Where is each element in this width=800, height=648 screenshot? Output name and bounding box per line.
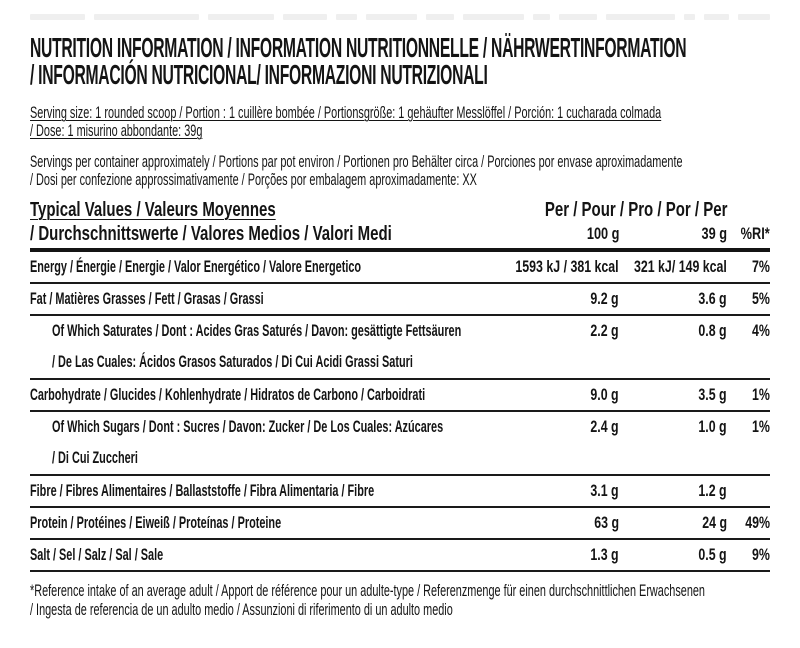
servings-per-container-line-1: Servings per container approximately / Portions par pot environ / Portionen pro Behälter circa / Porciones por envase aproximadamente (30, 152, 683, 171)
value-per-39g: 1.2 g (698, 482, 727, 500)
value-ri: 1% (752, 386, 770, 404)
value-per-39g: 3.5 g (698, 386, 727, 404)
table-row-protein (30, 508, 770, 540)
value-ri: 49% (745, 514, 770, 532)
serving-size-line-2: / Dose: 1 misurino abbondante: 39g (30, 121, 203, 140)
value-per-39g: 1.0 g (698, 418, 727, 436)
typical-values-line-1: Typical Values / Valeurs Moyennes (30, 199, 276, 221)
row-label: Protein / Protéines / Eiweiß / Proteínas / Proteine (30, 514, 282, 532)
table-row-fat (30, 284, 770, 316)
value-per-100g: 3.1 g (590, 482, 619, 500)
row-label: Fibre / Fibres Alimentaires / Ballaststoffe / Fibra Alimentaria / Fibre (30, 482, 375, 500)
nutrition-label-page (30, 14, 770, 619)
column-header-39g: 39 g (701, 224, 727, 243)
table-row-fibre (30, 476, 770, 508)
serving-size-text (30, 104, 770, 140)
typical-values-header (30, 198, 459, 246)
nutrition-table (30, 198, 770, 572)
value-ri: 5% (752, 290, 770, 308)
row-label: Of Which Sugars / Dont : Sucres / Davon: Zucker / De Los Cuales: Azúcares / Di Cui Zuccheri (52, 418, 444, 467)
footnote-line-1: *Reference intake of an average adult / Apport de référence pour un adulte-type / Referenzmenge für einen durchschnittlichen Erwachsenen (30, 581, 705, 600)
value-per-100g: 1.3 g (590, 546, 619, 564)
column-header-100g: 100 g (586, 224, 619, 243)
value-per-100g: 9.0 g (590, 386, 619, 404)
column-header-ri: %RI* (740, 224, 770, 243)
servings-per-container-line-2: / Dosi per confezione approssimativamente / Porções por embalagem aproximadamente: XX (30, 170, 477, 189)
table-row-saturates (30, 316, 770, 380)
table-row-sugars (30, 412, 770, 476)
footnote-line-2: / Ingesta de referencia de un adulto medio / Assunzioni di riferimento di un adulto medio (30, 600, 453, 619)
servings-per-container-text (30, 153, 770, 189)
value-per-39g: 3.6 g (698, 290, 727, 308)
value-per-39g: 0.8 g (698, 322, 727, 340)
per-column-header: Per / Pour / Pro / Por / Per (544, 199, 727, 221)
page-title-line-2: / INFORMACIÓN NUTRICIONAL/ INFORMAZIONI NUTRIZIONALI (30, 59, 488, 90)
page-title (30, 34, 770, 88)
value-per-100g: 63 g (594, 514, 619, 532)
value-ri: 4% (752, 322, 770, 340)
table-header (30, 198, 770, 252)
row-label: Salt / Sel / Salz / Sal / Sale (30, 546, 164, 564)
serving-size-line-1: Serving size: 1 rounded scoop / Portion : 1 cuillère bombée / Portionsgröße: 1 gehäufter Messlöffel / Porción: 1 cucharada colmada (30, 103, 662, 122)
row-label: Energy / Énergie / Energie / Valor Energético / Valore Energetico (30, 258, 362, 276)
value-ri: 9% (752, 546, 770, 564)
value-ri: 1% (752, 418, 770, 436)
value-ri: 7% (752, 258, 770, 276)
typical-values-line-2: / Durchschnittswerte / Valores Medios / Valori Medi (30, 223, 392, 245)
value-per-100g: 2.2 g (590, 322, 619, 340)
row-label: Carbohydrate / Glucides / Kohlenhydrate / Hidratos de Carbono / Carboidrati (30, 386, 426, 404)
table-row-carbohydrate (30, 380, 770, 412)
page-title-line-1: NUTRITION INFORMATION / INFORMATION NUTRITIONNELLE / NÄHRWERTINFORMATION (30, 32, 687, 63)
value-per-100g: 9.2 g (590, 290, 619, 308)
value-per-39g: 321 kJ/ 149 kcal (634, 258, 727, 276)
row-label: Fat / Matières Grasses / Fett / Grasas / Grassi (30, 290, 264, 308)
row-label: Of Which Saturates / Dont : Acides Gras Saturés / Davon: gesättigte Fettsäuren / De Las Cuales: Ácidos Grasos Saturados / Di Cui Acidi Grassi Saturi (52, 322, 462, 371)
table-row-salt (30, 540, 770, 572)
value-ri (727, 476, 770, 506)
reference-intake-footnote (30, 581, 770, 619)
table-row-energy (30, 252, 770, 284)
value-per-39g: 0.5 g (698, 546, 727, 564)
value-per-100g: 1593 kJ / 381 kcal (515, 258, 619, 276)
value-per-39g: 24 g (702, 514, 727, 532)
value-per-100g: 2.4 g (590, 418, 619, 436)
cropped-print-artifact (30, 14, 770, 22)
